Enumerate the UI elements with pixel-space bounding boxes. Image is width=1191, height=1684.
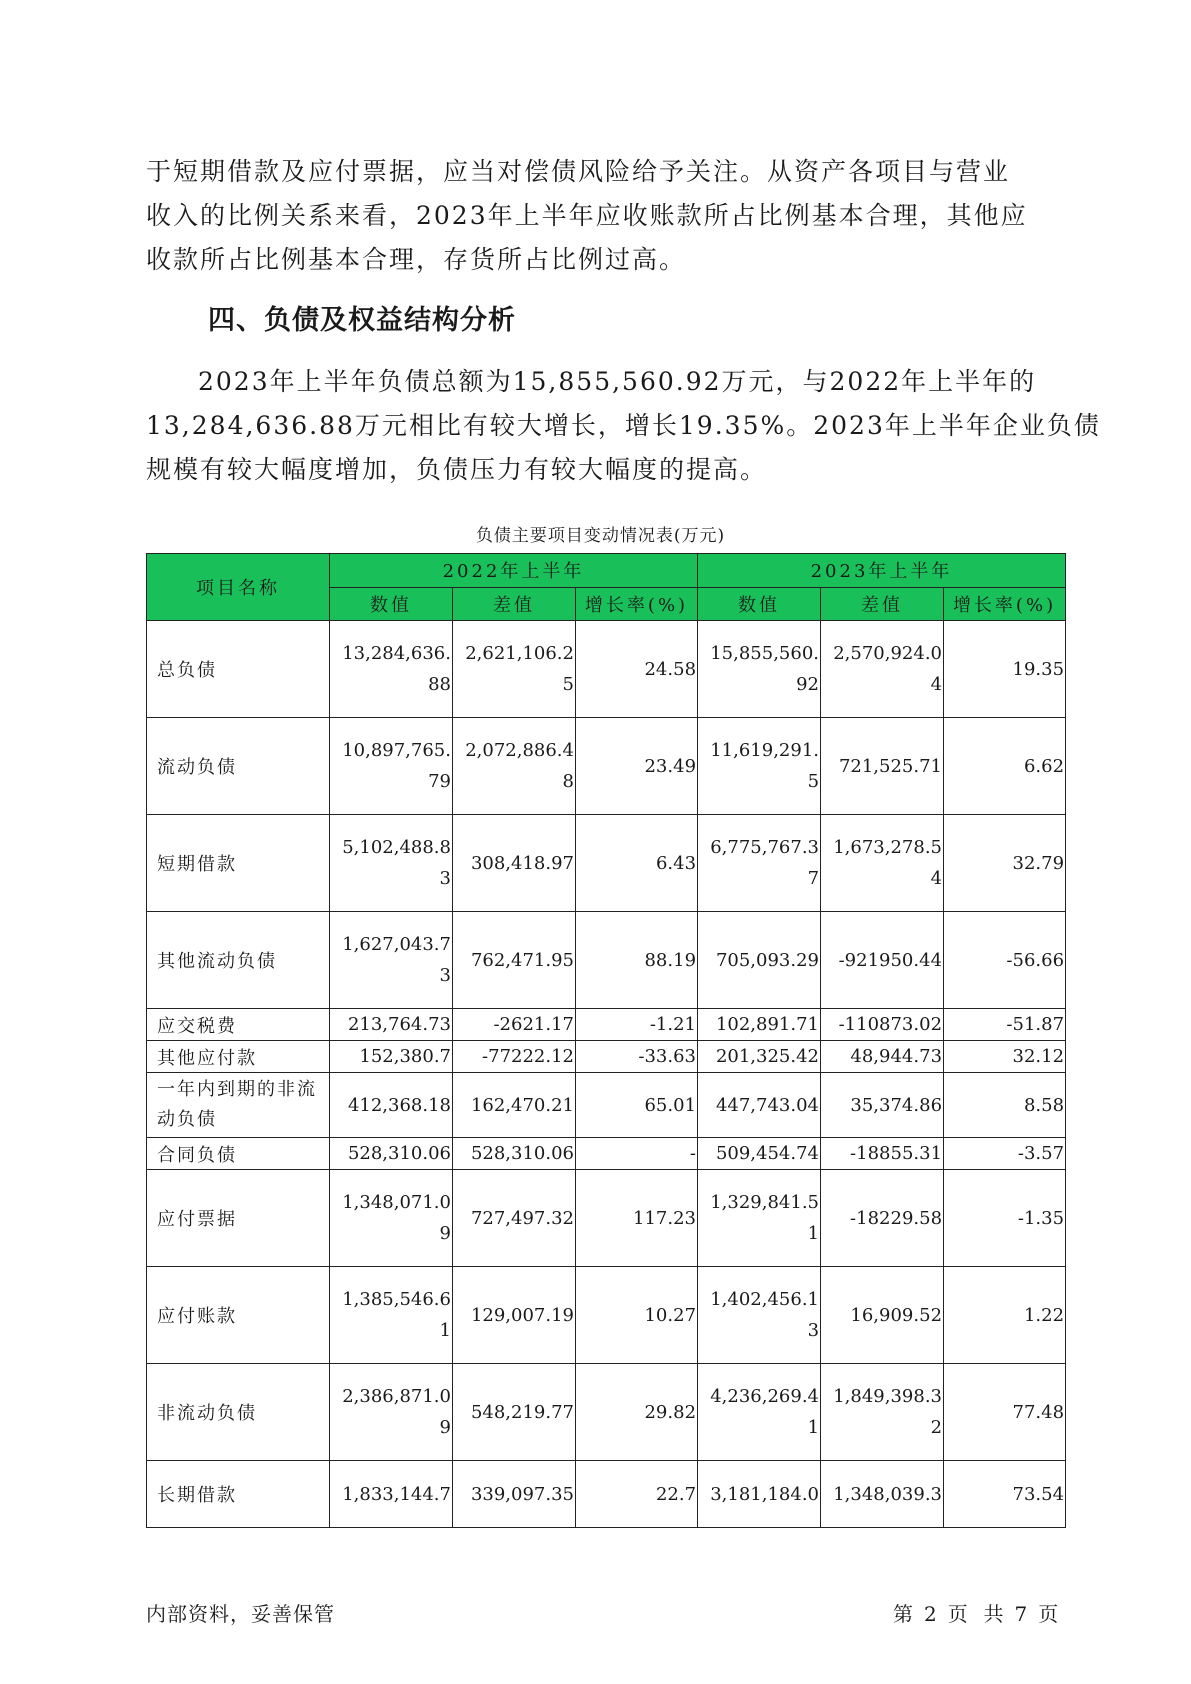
row-item-name: 长期借款 (147, 1461, 330, 1528)
text-line: 规模有较大幅度增加，负债压力有较大幅度的提高。 (146, 455, 768, 484)
row-cell: -18229.58 (821, 1170, 944, 1267)
row-cell: 15,855,560.92 (698, 621, 821, 718)
row-item-name: 应付票据 (147, 1170, 330, 1267)
row-cell: 548,219.77 (453, 1364, 576, 1461)
row-cell: 2,621,106.25 (453, 621, 576, 718)
row-cell: 13,284,636.88 (330, 621, 453, 718)
row-cell: 1,627,043.73 (330, 912, 453, 1009)
row-cell: 2,386,871.09 (330, 1364, 453, 1461)
row-cell: 29.82 (576, 1364, 698, 1461)
table-row (147, 718, 1066, 815)
text-line: 2023年上半年负债总额为15,855,560.92万元，与2022年上半年的 (198, 367, 1037, 396)
table-row (147, 1041, 1066, 1073)
row-cell: -1.35 (944, 1170, 1066, 1267)
page-total: 7 (1014, 1602, 1029, 1626)
row-cell: 705,093.29 (698, 912, 821, 1009)
row-cell: 48,944.73 (821, 1041, 944, 1073)
row-cell: 2,072,886.48 (453, 718, 576, 815)
row-cell: 213,764.73 (330, 1009, 453, 1041)
row-item-name: 应交税费 (147, 1009, 330, 1041)
row-cell: -2621.17 (453, 1009, 576, 1041)
section-heading: 四、负债及权益结构分析 (208, 305, 516, 336)
row-cell: 16,909.52 (821, 1267, 944, 1364)
table-row (147, 1009, 1066, 1041)
row-item-name: 短期借款 (147, 815, 330, 912)
row-cell: 88.19 (576, 912, 698, 1009)
row-cell: 1,385,546.61 (330, 1267, 453, 1364)
header-period-2022: 2022年上半年 (330, 554, 698, 588)
page-suffix: 页 (1038, 1602, 1060, 1626)
row-cell: 152,380.7 (330, 1041, 453, 1073)
row-cell: 22.7 (576, 1461, 698, 1528)
table-row (147, 1073, 1066, 1138)
row-item-name: 非流动负债 (147, 1364, 330, 1461)
row-cell: 1,402,456.13 (698, 1267, 821, 1364)
row-cell: 65.01 (576, 1073, 698, 1138)
text-line: 收入的比例关系来看，2023年上半年应收账款所占比例基本合理，其他应 (146, 201, 1028, 230)
header-growth: 增长率(%) (576, 587, 698, 621)
table-row (147, 621, 1066, 718)
header-growth: 增长率(%) (944, 587, 1066, 621)
table-row (147, 1461, 1066, 1528)
row-cell: 129,007.19 (453, 1267, 576, 1364)
row-cell: 762,471.95 (453, 912, 576, 1009)
text-line: 13,284,636.88万元相比有较大增长，增长19.35%。2023年上半年企业负债 (146, 411, 1101, 440)
row-cell: 1,348,071.09 (330, 1170, 453, 1267)
row-cell: 1.22 (944, 1267, 1066, 1364)
row-cell: 5,102,488.83 (330, 815, 453, 912)
row-cell: 8.58 (944, 1073, 1066, 1138)
row-cell: 1,329,841.51 (698, 1170, 821, 1267)
row-cell: 6,775,767.37 (698, 815, 821, 912)
table-row (147, 912, 1066, 1009)
page-current: 2 (924, 1602, 938, 1626)
row-cell: -77222.12 (453, 1041, 576, 1073)
footer-page-number (893, 1598, 1059, 1627)
row-cell: -921950.44 (821, 912, 944, 1009)
row-cell: -51.87 (944, 1009, 1066, 1041)
row-cell: 35,374.86 (821, 1073, 944, 1138)
row-cell: 24.58 (576, 621, 698, 718)
table-row (147, 1364, 1066, 1461)
row-cell: 23.49 (576, 718, 698, 815)
row-cell: 32.12 (944, 1041, 1066, 1073)
row-cell: -3.57 (944, 1138, 1066, 1170)
row-cell: 1,833,144.7 (330, 1461, 453, 1528)
row-cell: 6.43 (576, 815, 698, 912)
row-cell: 32.79 (944, 815, 1066, 912)
row-cell: 1,348,039.3 (821, 1461, 944, 1528)
row-cell: 6.62 (944, 718, 1066, 815)
row-cell: -33.63 (576, 1041, 698, 1073)
header-diff: 差值 (453, 587, 576, 621)
row-cell: 1,849,398.32 (821, 1364, 944, 1461)
table-row (147, 815, 1066, 912)
table-caption: 负债主要项目变动情况表(万元) (475, 526, 726, 546)
row-item-name: 一年内到期的非流动负债 (147, 1073, 330, 1138)
row-cell: 11,619,291.5 (698, 718, 821, 815)
page-mid: 页 共 (947, 1602, 1005, 1626)
row-cell: 19.35 (944, 621, 1066, 718)
row-item-name: 其他应付款 (147, 1041, 330, 1073)
row-item-name: 其他流动负债 (147, 912, 330, 1009)
text-line: 于短期借款及应付票据，应当对偿债风险给予关注。从资产各项目与营业 (146, 157, 1011, 186)
row-cell: - (576, 1138, 698, 1170)
table-row (147, 1138, 1066, 1170)
paragraph-continued (146, 150, 1046, 282)
row-cell: 447,743.04 (698, 1073, 821, 1138)
row-cell: 117.23 (576, 1170, 698, 1267)
row-cell: -110873.02 (821, 1009, 944, 1041)
paragraph-debt-summary (146, 360, 1101, 492)
header-period-2023: 2023年上半年 (698, 554, 1066, 588)
row-cell: 308,418.97 (453, 815, 576, 912)
row-cell: 3,181,184.0 (698, 1461, 821, 1528)
footer-confidential: 内部资料，妥善保管 (146, 1602, 335, 1626)
row-item-name: 总负债 (147, 621, 330, 718)
page-prefix: 第 (893, 1602, 914, 1626)
text-line: 收款所占比例基本合理，存货所占比例过高。 (146, 245, 687, 274)
row-cell: 201,325.42 (698, 1041, 821, 1073)
row-cell: 10.27 (576, 1267, 698, 1364)
row-cell: 1,673,278.54 (821, 815, 944, 912)
row-item-name: 合同负债 (147, 1138, 330, 1170)
debt-change-table (146, 553, 1066, 1528)
header-diff: 差值 (821, 587, 944, 621)
row-cell: -1.21 (576, 1009, 698, 1041)
row-cell: 73.54 (944, 1461, 1066, 1528)
row-cell: 10,897,765.79 (330, 718, 453, 815)
row-cell: -56.66 (944, 912, 1066, 1009)
row-item-name: 应付账款 (147, 1267, 330, 1364)
row-cell: 102,891.71 (698, 1009, 821, 1041)
header-item-name: 项目名称 (147, 554, 330, 621)
table-row (147, 1170, 1066, 1267)
row-cell: 339,097.35 (453, 1461, 576, 1528)
row-cell: 727,497.32 (453, 1170, 576, 1267)
row-cell: -18855.31 (821, 1138, 944, 1170)
row-cell: 4,236,269.41 (698, 1364, 821, 1461)
table-row (147, 1267, 1066, 1364)
header-value: 数值 (330, 587, 453, 621)
header-value: 数值 (698, 587, 821, 621)
row-cell: 721,525.71 (821, 718, 944, 815)
row-cell: 528,310.06 (453, 1138, 576, 1170)
row-cell: 509,454.74 (698, 1138, 821, 1170)
row-cell: 77.48 (944, 1364, 1066, 1461)
row-cell: 2,570,924.04 (821, 621, 944, 718)
row-cell: 162,470.21 (453, 1073, 576, 1138)
row-cell: 528,310.06 (330, 1138, 453, 1170)
row-cell: 412,368.18 (330, 1073, 453, 1138)
row-item-name: 流动负债 (147, 718, 330, 815)
